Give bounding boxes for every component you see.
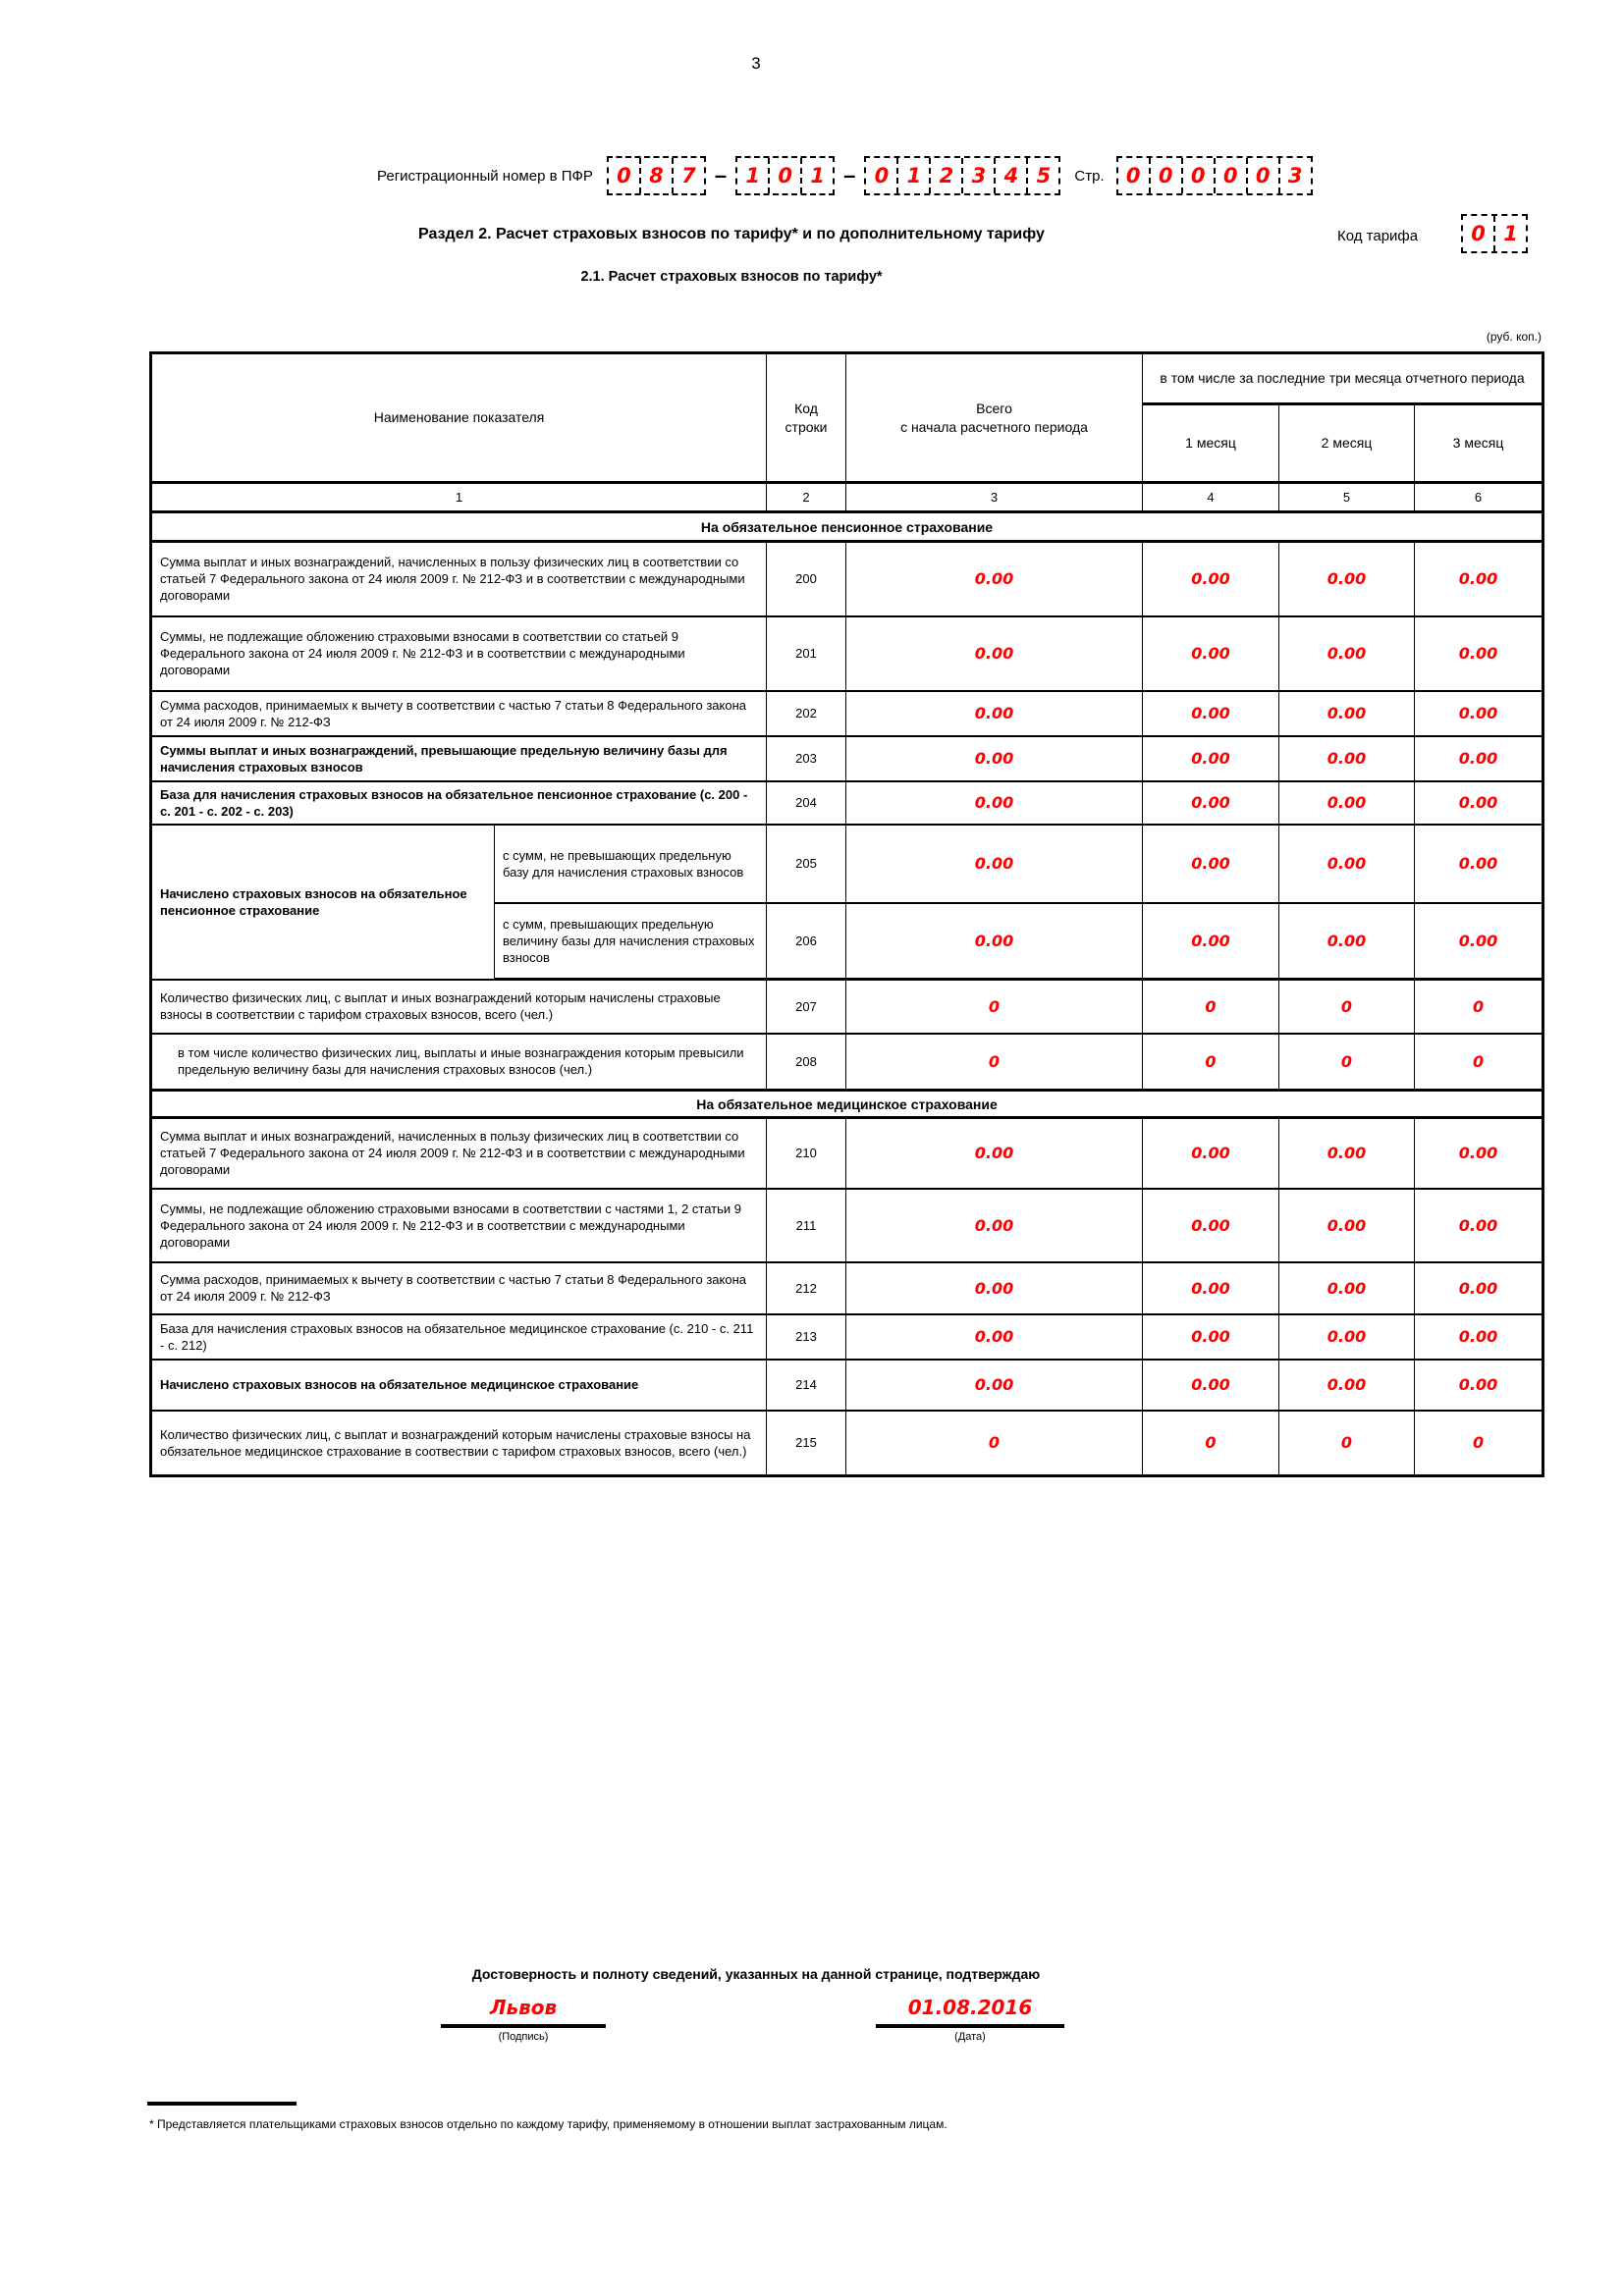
date-block: [876, 1996, 1064, 2043]
signature-block: [441, 1996, 606, 2043]
value-month1: 0.00: [1143, 542, 1279, 616]
table-row-208: [151, 1034, 1543, 1091]
value-month1: 0: [1143, 980, 1279, 1034]
value-total: 0.00: [846, 1314, 1143, 1360]
value-total: 0.00: [846, 542, 1143, 616]
col-header-last-three-months: в том числе за последние три месяца отчетного периода: [1143, 353, 1543, 404]
digit-cell: 0: [1471, 222, 1486, 245]
value-total: 0.00: [846, 1262, 1143, 1314]
row-code: 203: [767, 736, 846, 781]
row-code: 213: [767, 1314, 846, 1360]
page-count-label: Стр.: [1074, 167, 1105, 185]
col-header-code: Код строки: [767, 353, 846, 483]
row-label: Сумма расходов, принимаемых к вычету в соответствии с частью 7 статьи 8 Федерального закона от 24 июля 2009 г. № 212-ФЗ: [151, 1262, 767, 1314]
row-code: 207: [767, 980, 846, 1034]
row-label: с сумм, превышающих предельную величину базы для начисления страховых взносов: [495, 903, 767, 980]
value-month3: 0.00: [1415, 736, 1543, 781]
digit-cell: 0: [617, 164, 631, 187]
digit-cell: 4: [994, 158, 1026, 193]
col-header-month2: 2 месяц: [1279, 404, 1415, 483]
digit-cell: 5: [1026, 158, 1058, 193]
table-row-202: [151, 691, 1543, 736]
table-header-row-1: [151, 353, 1543, 404]
digit-cell: 1: [1493, 216, 1526, 251]
footnote-separator: [147, 2102, 297, 2106]
table-row-201: [151, 616, 1543, 691]
reg-number-group-1: [607, 156, 706, 195]
footnote-text: * Представляется плательщиками страховых взносов отдельно по каждому тарифу, применяемому в отношении выплат застрахованным лицам.: [149, 2117, 947, 2131]
digit-cell: 0: [1214, 158, 1246, 193]
value-month3: 0.00: [1415, 691, 1543, 736]
column-number: 6: [1415, 483, 1543, 512]
column-number: 5: [1279, 483, 1415, 512]
value-month2: 0.00: [1279, 781, 1415, 825]
table-row-213: [151, 1314, 1543, 1360]
row-code: 201: [767, 616, 846, 691]
value-total: 0.00: [846, 616, 1143, 691]
value-month1: 0.00: [1143, 825, 1279, 903]
value-total: 0: [846, 980, 1143, 1034]
value-total: 0.00: [846, 825, 1143, 903]
table-row-204: [151, 781, 1543, 825]
table-row-203: [151, 736, 1543, 781]
value-total: 0.00: [846, 781, 1143, 825]
value-month1: 0.00: [1143, 1360, 1279, 1411]
section-subtitle: 2.1. Расчет страховых взносов по тарифу*: [580, 269, 883, 285]
digit-cell: 2: [929, 158, 961, 193]
value-month3: 0.00: [1415, 616, 1543, 691]
row-label: Суммы, не подлежащие обложению страховыми взносами в соответствии с частями 1, 2 статьи 9 Федерального закона от 24 июля 2009 г. № 212-ФЗ и в соответствии с международными договорами: [151, 1189, 767, 1262]
row-label: Количество физических лиц, с выплат и вознаграждений которым начислены страховые взносы на обязательное медицинское страхование в соотвествии с тарифом страховых взносов, всего (чел.): [151, 1411, 767, 1476]
value-month3: 0.00: [1415, 1262, 1543, 1314]
value-month1: 0.00: [1143, 903, 1279, 980]
signature-value: Львов: [441, 1996, 606, 2028]
digit-cell: 7: [672, 158, 704, 193]
value-month2: 0.00: [1279, 903, 1415, 980]
digit-cell: 0: [1125, 164, 1141, 187]
reg-number-group-3: [864, 156, 1060, 195]
page-number: 3: [751, 54, 761, 73]
currency-note: (руб. коп.): [1486, 330, 1542, 344]
value-month1: 0.00: [1143, 781, 1279, 825]
digit-cell: 1: [745, 164, 760, 187]
row-label: База для начисления страховых взносов на обязательное пенсионное страхование (с. 200 - с. 201 - с. 202 - с. 203): [151, 781, 767, 825]
registration-row: [377, 154, 1313, 197]
col-header-total: [846, 353, 1143, 483]
row-code: 202: [767, 691, 846, 736]
tariff-code-box: [1461, 214, 1528, 253]
signature-caption: (Подпись): [498, 2031, 549, 2043]
value-month2: 0.00: [1279, 691, 1415, 736]
value-month2: 0.00: [1279, 825, 1415, 903]
value-total: 0.00: [846, 903, 1143, 980]
value-month3: 0.00: [1415, 1314, 1543, 1360]
row-code: 215: [767, 1411, 846, 1476]
value-month3: 0.00: [1415, 903, 1543, 980]
value-month1: 0.00: [1143, 616, 1279, 691]
col-header-month3: 3 месяц: [1415, 404, 1543, 483]
section-title: Раздел 2. Расчет страховых взносов по тарифу* и по дополнительному тарифу: [418, 226, 1045, 242]
column-number-row: [151, 483, 1543, 512]
digit-cell: 0: [768, 158, 800, 193]
value-month2: 0: [1279, 1411, 1415, 1476]
row-code: 214: [767, 1360, 846, 1411]
digit-cell: 3: [1278, 158, 1311, 193]
value-total: 0.00: [846, 1360, 1143, 1411]
registration-label: Регистрационный номер в ПФР: [377, 167, 593, 185]
value-total: 0.00: [846, 691, 1143, 736]
row-label: Суммы выплат и иных вознаграждений, превышающие предельную величину базы для начисления страховых взносов: [151, 736, 767, 781]
value-month2: 0.00: [1279, 1189, 1415, 1262]
section-header-medical: На обязательное медицинское страхование: [151, 1091, 1543, 1118]
digit-cell: 0: [1181, 158, 1214, 193]
col-header-name: Наименование показателя: [151, 353, 767, 483]
digit-cell: 1: [896, 158, 929, 193]
value-month2: 0.00: [1279, 1262, 1415, 1314]
value-month2: 0.00: [1279, 1360, 1415, 1411]
reg-number-group-2: [735, 156, 835, 195]
row-label: с сумм, не превышающих предельную базу для начисления страховых взносов: [495, 825, 767, 903]
row-label: Сумма выплат и иных вознаграждений, начисленных в пользу физических лиц в соответствии со статьей 7 Федерального закона от 24 июля 2009 г. № 212-ФЗ и в соответствии с международными договорами: [151, 1118, 767, 1189]
table-row-205: [151, 825, 1543, 903]
section-header-pension: На обязательное пенсионное страхование: [151, 512, 1543, 542]
date-value: 01.08.2016: [876, 1996, 1064, 2028]
value-month1: 0.00: [1143, 1262, 1279, 1314]
value-month2: 0: [1279, 1034, 1415, 1091]
reg-separator: –: [714, 163, 728, 187]
tariff-code-label: Код тарифа: [1337, 228, 1419, 244]
row-label: База для начисления страховых взносов на обязательное медицинское страхование (с. 210 - с. 211 - с. 212): [151, 1314, 767, 1360]
digit-cell: 3: [961, 158, 994, 193]
row-code: 210: [767, 1118, 846, 1189]
value-month1: 0.00: [1143, 1314, 1279, 1360]
digit-cell: 8: [639, 158, 672, 193]
value-month2: 0.00: [1279, 1314, 1415, 1360]
value-total: 0.00: [846, 736, 1143, 781]
digit-cell: 0: [874, 164, 890, 187]
reg-separator: –: [843, 163, 856, 187]
value-month3: 0.00: [1415, 1118, 1543, 1189]
row-label: Сумма расходов, принимаемых к вычету в соответствии с частью 7 статьи 8 Федерального закона от 24 июля 2009 г. № 212-ФЗ: [151, 691, 767, 736]
row-label: Суммы, не подлежащие обложению страховыми взносами в соответствии со статьей 9 Федерального закона от 24 июля 2009 г. № 212-ФЗ и в соответствии с международными договорами: [151, 616, 767, 691]
table-row-210: [151, 1118, 1543, 1189]
row-code: 208: [767, 1034, 846, 1091]
table-row-214: [151, 1360, 1543, 1411]
digit-cell: 0: [1246, 158, 1278, 193]
table-row-212: [151, 1262, 1543, 1314]
value-month2: 0.00: [1279, 736, 1415, 781]
value-month1: 0.00: [1143, 691, 1279, 736]
column-number: 3: [846, 483, 1143, 512]
column-number: 1: [151, 483, 767, 512]
value-month3: 0: [1415, 980, 1543, 1034]
accrued-group-label: Начислено страховых взносов на обязательное пенсионное страхование: [151, 825, 495, 980]
value-month3: 0.00: [1415, 781, 1543, 825]
value-month2: 0.00: [1279, 616, 1415, 691]
col-header-total-line1: Всего: [976, 400, 1012, 417]
row-label: в том числе количество физических лиц, выплаты и иные вознаграждения которым превысили предельную величину базы для начисления страховых взносов (чел.): [151, 1034, 767, 1091]
value-month3: 0.00: [1415, 542, 1543, 616]
value-month1: 0: [1143, 1034, 1279, 1091]
column-number: 2: [767, 483, 846, 512]
table-row-211: [151, 1189, 1543, 1262]
value-month2: 0: [1279, 980, 1415, 1034]
value-month1: 0.00: [1143, 1118, 1279, 1189]
col-header-total-line2: с начала расчетного периода: [900, 418, 1088, 435]
table-row-215: [151, 1411, 1543, 1476]
row-code: 211: [767, 1189, 846, 1262]
value-month2: 0.00: [1279, 1118, 1415, 1189]
value-month3: 0: [1415, 1034, 1543, 1091]
row-code: 206: [767, 903, 846, 980]
value-month2: 0.00: [1279, 542, 1415, 616]
value-total: 0.00: [846, 1189, 1143, 1262]
value-month1: 0.00: [1143, 736, 1279, 781]
value-month3: 0: [1415, 1411, 1543, 1476]
value-month1: 0: [1143, 1411, 1279, 1476]
value-month3: 0.00: [1415, 1360, 1543, 1411]
row-label: Начислено страховых взносов на обязательное медицинское страхование: [151, 1360, 767, 1411]
date-caption: (Дата): [954, 2031, 986, 2043]
digit-cell: 0: [1149, 158, 1181, 193]
row-code: 205: [767, 825, 846, 903]
col-header-month1: 1 месяц: [1143, 404, 1279, 483]
column-number: 4: [1143, 483, 1279, 512]
value-month3: 0.00: [1415, 1189, 1543, 1262]
contributions-table: [149, 351, 1544, 1477]
row-code: 200: [767, 542, 846, 616]
value-total: 0.00: [846, 1118, 1143, 1189]
row-code: 212: [767, 1262, 846, 1314]
value-month1: 0.00: [1143, 1189, 1279, 1262]
row-code: 204: [767, 781, 846, 825]
digit-cell: 1: [800, 158, 833, 193]
table-row-207: [151, 980, 1543, 1034]
row-label: Сумма выплат и иных вознаграждений, начисленных в пользу физических лиц в соответствии со статьей 7 Федерального закона от 24 июля 2009 г. № 212-ФЗ и в соответствии с международными договорами: [151, 542, 767, 616]
value-month3: 0.00: [1415, 825, 1543, 903]
page-count-box: [1116, 156, 1313, 195]
value-total: 0: [846, 1411, 1143, 1476]
confirmation-statement: Достоверность и полноту сведений, указанных на данной странице, подтверждаю: [471, 1966, 1041, 1982]
table-row-200: [151, 542, 1543, 616]
row-label: Количество физических лиц, с выплат и иных вознаграждений которым начислены страховые взносы в соответствии с тарифом страховых взносов, всего (чел.): [151, 980, 767, 1034]
value-total: 0: [846, 1034, 1143, 1091]
